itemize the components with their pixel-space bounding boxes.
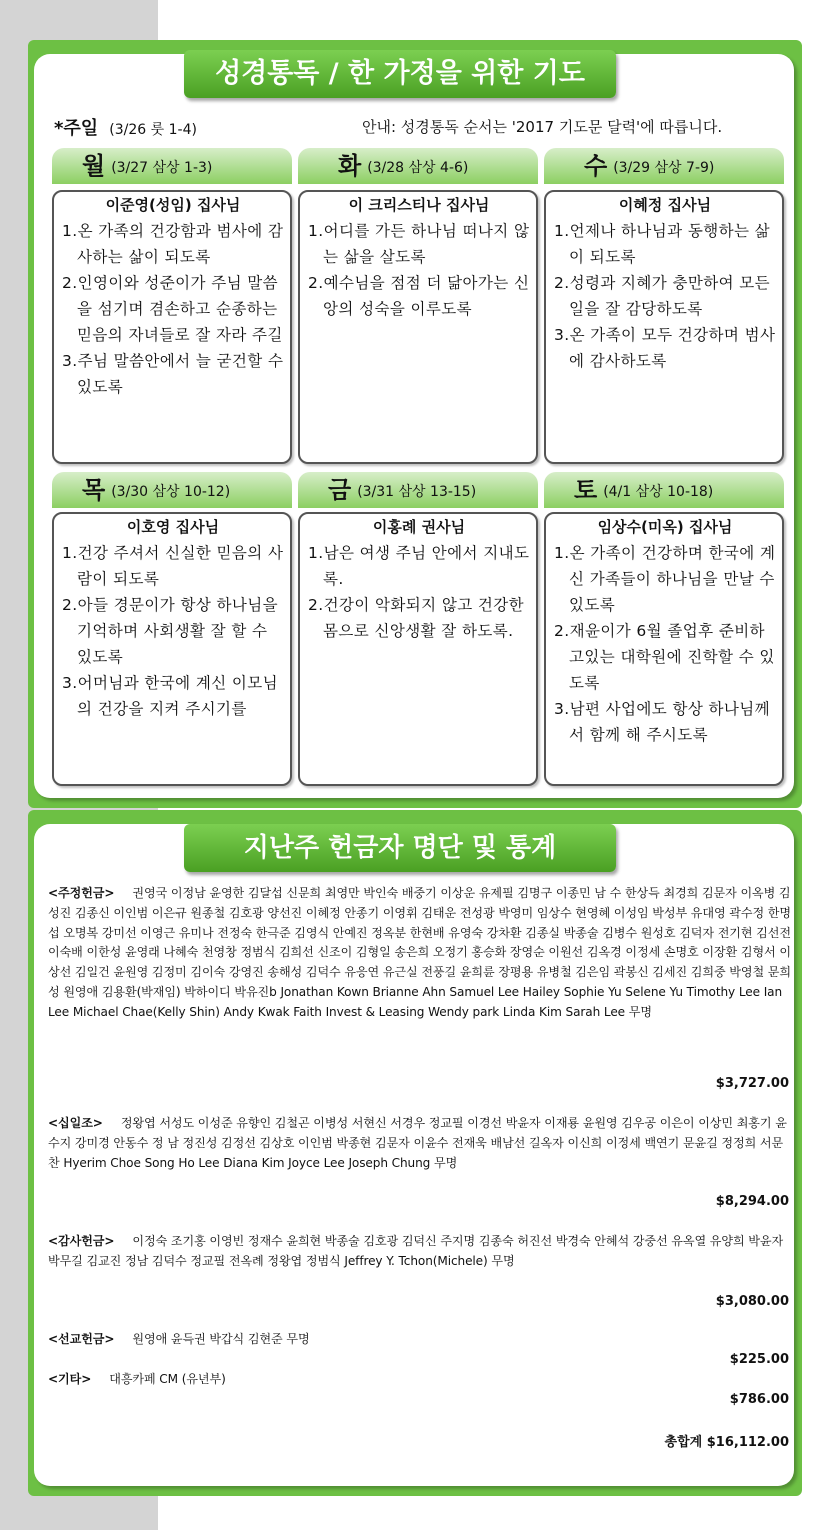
prayer-box-saturday: [544, 512, 784, 786]
prayer-item: 1.온 가족이 건강하며 한국에 계신 가족들이 하나님을 만날 수 있도록: [554, 544, 776, 614]
section-label: <선교헌금>: [48, 1332, 115, 1346]
offering-section-tithe: [48, 1114, 794, 1173]
sunday-reading: [54, 114, 197, 140]
day-ref: (3/31 삼상 13-15): [357, 484, 477, 500]
prayer-item: 1.남은 여생 주님 안에서 지내도록.: [308, 544, 530, 588]
prayer-item: 1.언제나 하나님과 동행하는 삶이 되도록: [554, 222, 771, 266]
tab-wednesday: [544, 148, 784, 184]
day-ref: (3/28 삼상 4-6): [367, 160, 469, 176]
offering-section-regular: [48, 884, 794, 1023]
prayer-box-wednesday: [544, 190, 784, 464]
donor-names: 권영국 이정남 윤영한 김달섭 신문희 최영만 박인숙 배중기 이상운 유제필 김명구 이종민 남 수 한상득 최경희 김문자 이옥병 김성진 김종신 이인범 이은규 원종철 김호광 양선진 이혜정 안종기 이영휘 김태운 전성광 박영미 임상수 현영혜 이성임 박성부 유대영 곽수정 한명섭 오명복 강미선 이영근 유미나 전정숙 한극준 김영식 안예진 정옥분 한현배 유영숙 강차환 김종실 박종술 김병수 원성호 김덕자 전기현 김선전 이숙배 이한성 윤영래 나혜숙 천영창 정범식 김희선 신조이 김형일 송은희 오정기 홍승화 장영순 이원선 김옥경 이정세 손명호 이장환 김형서 이상선 김일건 윤원영 김정미 김이숙 강영진 송해성 김덕수 유응연 유근실 전풍길 윤희륜 장평용 유병철 김은임 곽봉신 김세진 김희중 박영철 문희성 원영애 김용환(박재임) 박하이디 박유진b Jonathan Kown Brianne Ahn Samuel Lee Hailey Sophie Yu Selene Yu Timothy Lee Ian Lee Michael Chae(Kelly Shin) Andy Kwak Faith Invest & Leasing Wendy park Linda Kim Sarah Lee 무명: [48, 886, 791, 1019]
offering-section-thanks: [48, 1232, 794, 1272]
tab-friday: [298, 472, 538, 508]
day-ref: (3/29 삼상 7-9): [613, 160, 715, 176]
offering-banner: 지난주 헌금자 명단 및 통계: [184, 824, 616, 872]
tab-thursday: [52, 472, 292, 508]
tab-monday: [52, 148, 292, 184]
amount-thanks: $3,080.00: [715, 1294, 789, 1309]
prayer-item: 2.아들 경문이가 항상 하나님을 기억하며 사회생활 잘 할 수 있도록: [62, 596, 279, 666]
day-label: 월: [82, 152, 106, 180]
donor-names: 대흥카페 CM (유년부): [109, 1372, 226, 1386]
day-ref: (3/27 삼상 1-3): [111, 160, 213, 176]
prayer-item: 2.재윤이가 6월 졸업후 준비하고있는 대학원에 진학할 수 있도록: [554, 622, 775, 692]
tab-tuesday: [298, 148, 538, 184]
prayer-person: 이준영(성임) 집사님: [105, 196, 241, 214]
prayer-item: 1.어디를 가든 하나님 떠나지 않는 삶을 살도록: [308, 222, 530, 266]
day-label: 토: [574, 476, 598, 504]
day-label: 수: [584, 152, 608, 180]
prayer-person: 이혜정 집사님: [618, 196, 712, 214]
amount-other: $786.00: [729, 1392, 789, 1407]
prayer-person: 이 크리스티나 집사님: [348, 196, 490, 214]
amount-tithe: $8,294.00: [715, 1194, 789, 1209]
prayer-person: 이호영 집사님: [126, 518, 220, 536]
prayer-banner: 성경통독 / 한 가정을 위한 기도: [184, 50, 616, 98]
section-label: <감사헌금>: [48, 1234, 115, 1248]
total-amount: 총합계 $16,112.00: [664, 1435, 789, 1450]
reading-notice: 안내: 성경통독 순서는 '2017 기도문 달력'에 따릅니다.: [362, 118, 723, 136]
day-label: 화: [338, 152, 362, 180]
donor-names: 이정숙 조기홍 이영빈 정재수 윤희현 박종술 김호광 김덕신 주지명 김종숙 허진선 박경숙 안혜석 강중선 유옥열 유양희 박윤자 박무길 김교진 정남 김덕수 정교필 전옥례 정왕엽 정범식 Jeffrey Y. Tchon(Michele) 무명: [48, 1234, 784, 1268]
prayer-item: 3.남편 사업에도 항상 하나님께서 함께 해 주시도록: [554, 700, 771, 744]
tab-saturday: [544, 472, 784, 508]
prayer-item: 3.주님 말씀안에서 늘 굳건할 수 있도록: [62, 352, 284, 396]
section-label: <기타>: [48, 1372, 92, 1386]
prayer-item: 3.온 가족이 모두 건강하며 범사에 감사하도록: [554, 326, 776, 370]
amount-mission: $225.00: [729, 1352, 789, 1367]
day-ref: (3/30 삼상 10-12): [111, 484, 231, 500]
donor-names: 원영애 윤득권 박갑식 김현준 무명: [132, 1332, 310, 1346]
section-label: <주정헌금>: [48, 886, 115, 900]
prayer-item: 2.인영이와 성준이가 주님 말씀을 섬기며 겸손하고 순종하는 믿음의 자녀들로 잘 자라 주길: [62, 274, 283, 344]
section-label: <십일조>: [48, 1116, 103, 1130]
day-ref: (4/1 삼상 10-18): [603, 484, 714, 500]
sunday-label: *주일: [54, 118, 99, 139]
prayer-person: 이홍례 권사님: [372, 518, 466, 536]
prayer-item: 2.건강이 악화되지 않고 건강한 몸으로 신앙생활 잘 하도록.: [308, 596, 525, 640]
prayer-item: 3.어머님과 한국에 계신 이모님의 건강을 지켜 주시기를: [62, 674, 279, 718]
prayer-item: 2.성령과 지혜가 충만하여 모든 일을 잘 감당하도록: [554, 274, 771, 318]
day-label: 금: [328, 476, 352, 504]
prayer-box-thursday: [52, 512, 292, 786]
day-label: 목: [82, 476, 106, 504]
prayer-box-friday: [298, 512, 538, 786]
prayer-person: 임상수(미옥) 집사님: [597, 518, 733, 536]
prayer-item: 1.건강 주셔서 신실한 믿음의 사람이 되도록: [62, 544, 284, 588]
donor-names: 정왕엽 서성도 이성준 유향인 김철곤 이병성 서현신 서경우 정교필 이경선 박윤자 이재룡 윤원영 김우공 이은이 이상민 최홍기 윤수지 강미경 안동수 정 남 정진성 김정선 김상호 이인범 박종현 김문자 이윤수 전재욱 배남선 길옥자 이신희 이정세 백연기 문윤길 정정희 서문찬 Hyerim Choe Song Ho Lee Diana Kim Joyce Lee Joseph Chung 무명: [48, 1116, 787, 1170]
amount-regular: $3,727.00: [715, 1076, 789, 1091]
sunday-ref: (3/26 룻 1-4): [109, 122, 197, 138]
prayer-box-tuesday: [298, 190, 538, 464]
prayer-item: 2.예수님을 점점 더 닮아가는 신앙의 성숙을 이루도록: [308, 274, 530, 318]
offering-section-other: [48, 1370, 794, 1390]
offering-section-mission: [48, 1330, 794, 1350]
prayer-box-monday: [52, 190, 292, 464]
prayer-item: 1.온 가족의 건강함과 범사에 감사하는 삶이 되도록: [62, 222, 284, 266]
